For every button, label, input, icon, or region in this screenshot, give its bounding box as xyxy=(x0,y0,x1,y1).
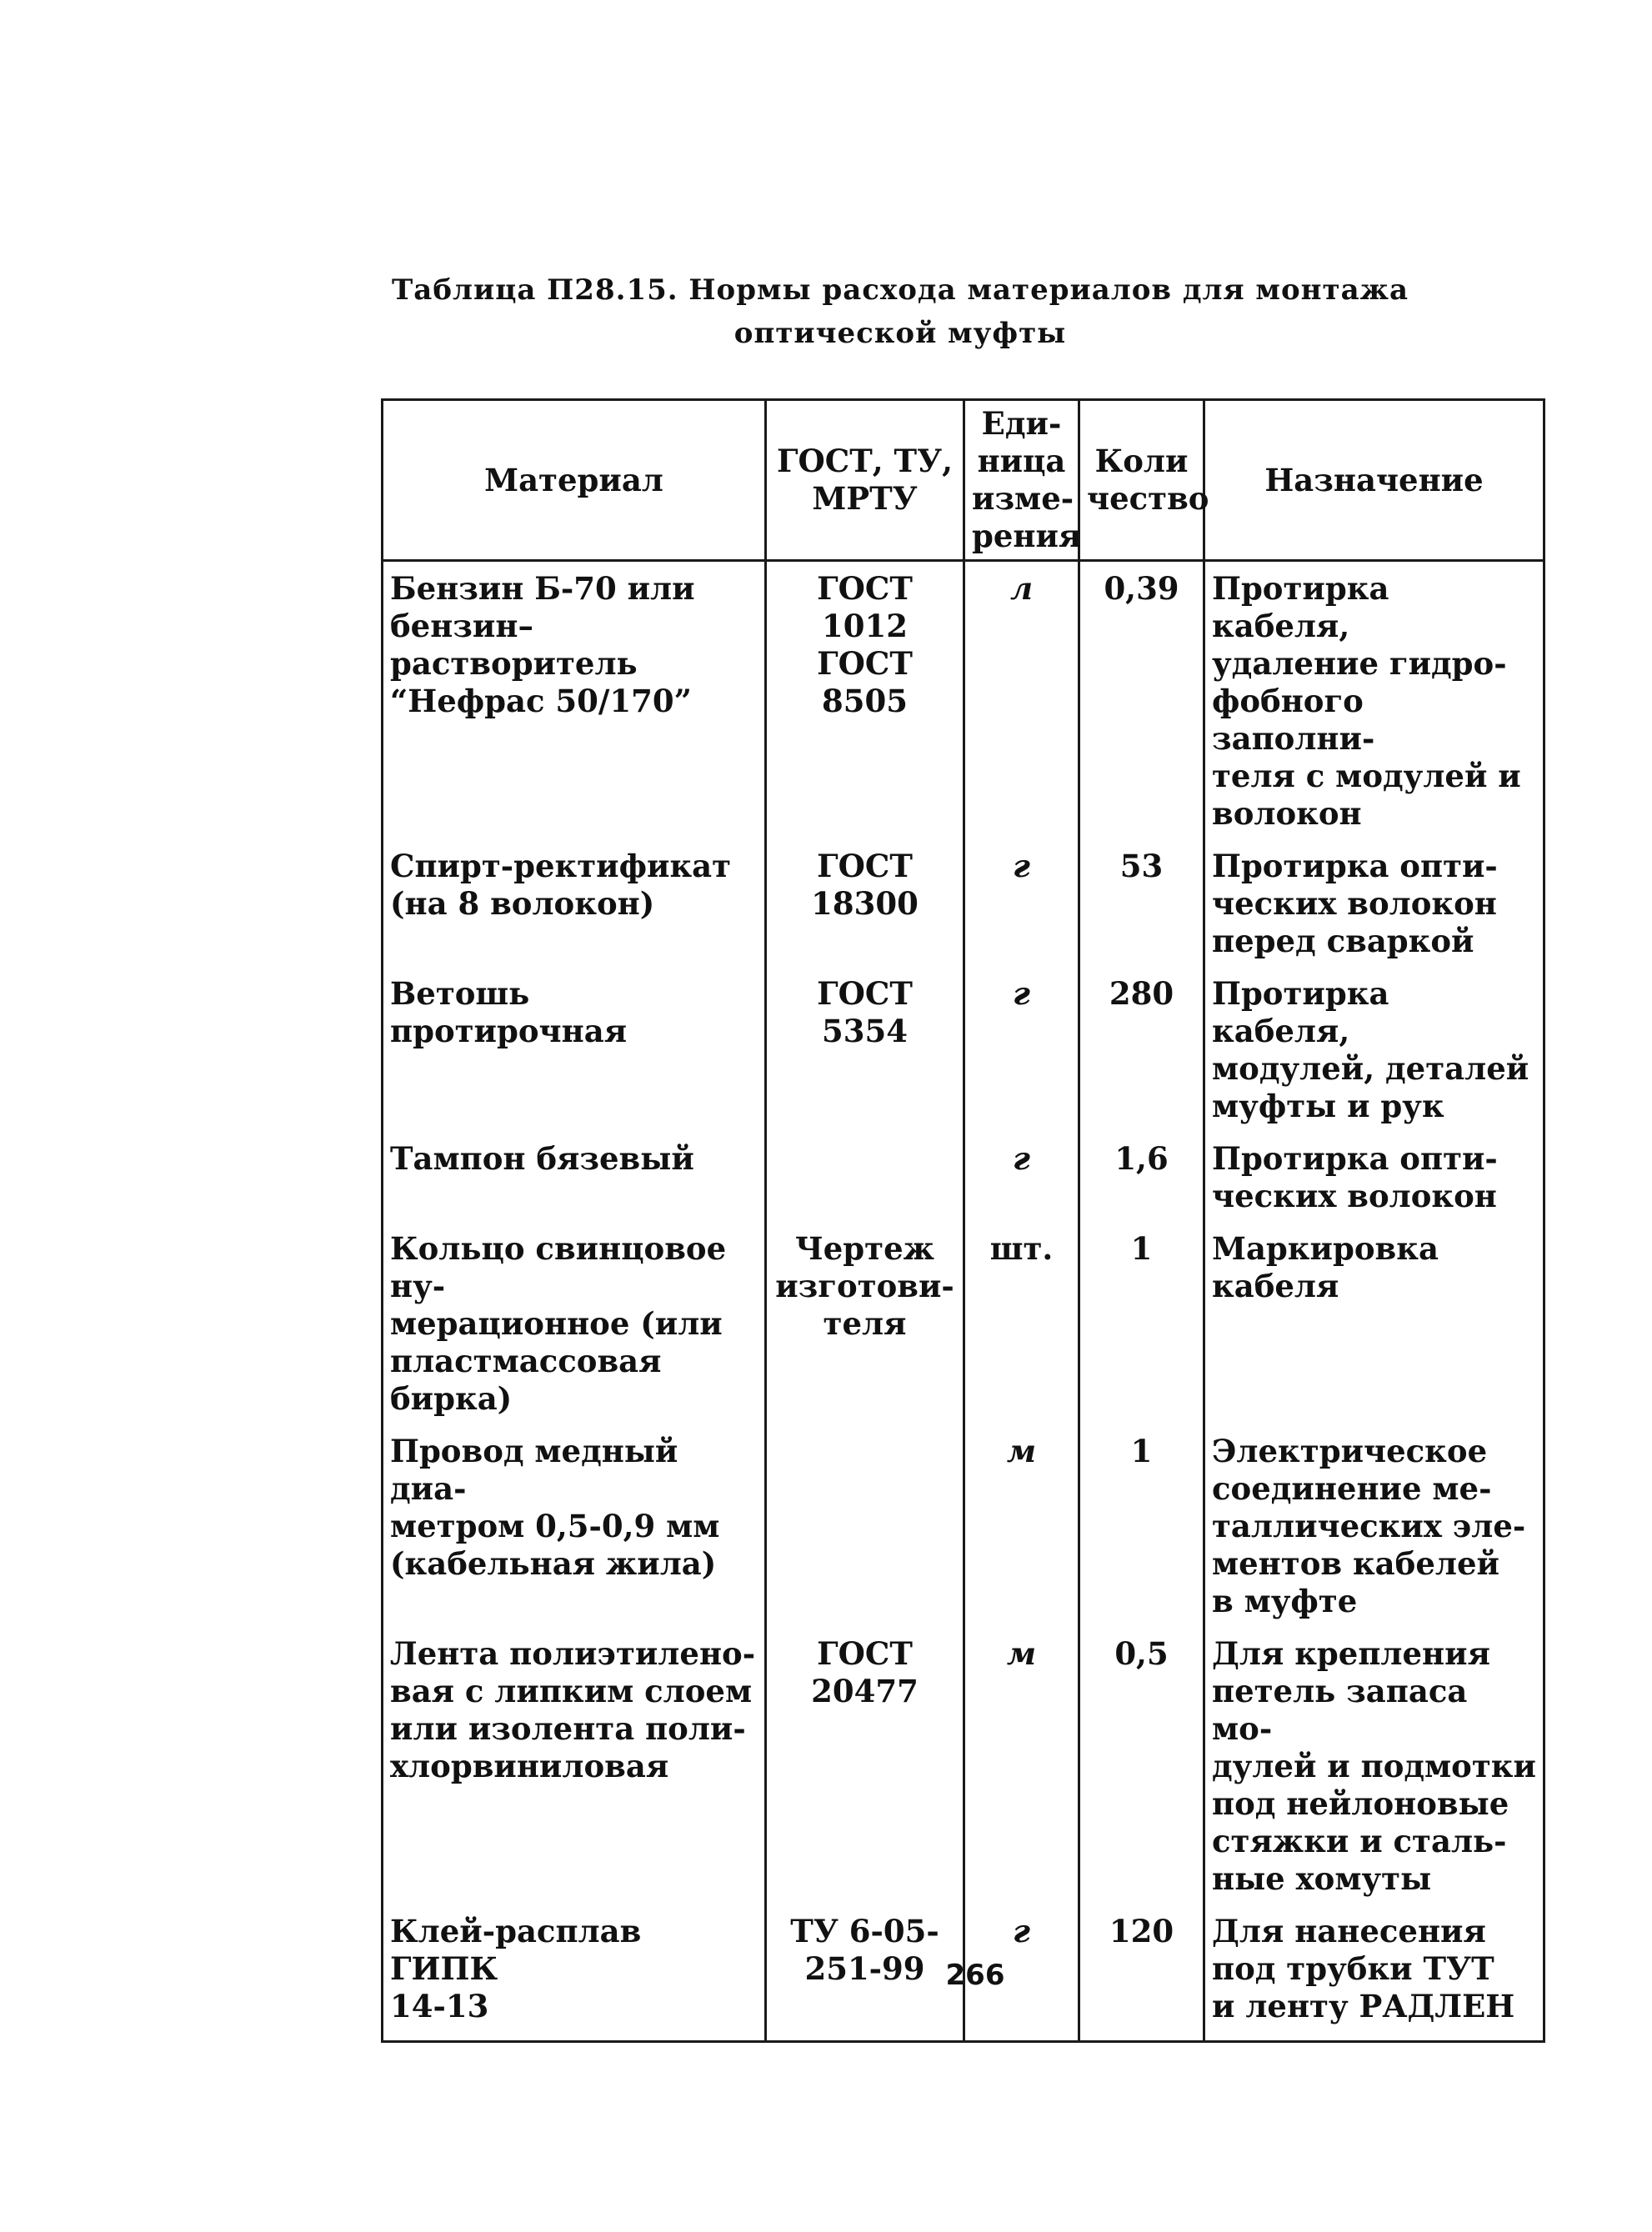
cell-purpose: Электрическое соединение ме- таллических эле- ментов кабелей в муфте xyxy=(1204,1433,1544,1635)
cell-quantity: 0,5 xyxy=(1079,1635,1204,1913)
page-number: 266 xyxy=(945,1959,1005,1992)
materials-norms-table xyxy=(381,398,1545,2043)
cell-material: Бензин Б-70 или бензин–растворитель “Нефрас 50/170” xyxy=(383,561,766,848)
cell-unit: м xyxy=(964,1433,1079,1635)
cell-material: Лента полиэтилено- вая с липким слоем или изолента поли- хлорвиниловая xyxy=(383,1635,766,1913)
cell-purpose: Протирка опти- ческих волокон xyxy=(1204,1140,1544,1230)
cell-gost: ГОСТ 1012 ГОСТ 8505 xyxy=(766,561,964,848)
cell-quantity: 280 xyxy=(1079,975,1204,1140)
table-row xyxy=(383,1140,1544,1230)
cell-material: Кольцо свинцовое ну- мерационное (или пластмассовая бирка) xyxy=(383,1230,766,1433)
cell-purpose: Для нанесения под трубки ТУТ и ленту РАДЛЕН xyxy=(1204,1913,1544,2042)
cell-material: Спирт-ректификат (на 8 волокон) xyxy=(383,848,766,975)
cell-unit: г xyxy=(964,1140,1079,1230)
cell-quantity: 1,6 xyxy=(1079,1140,1204,1230)
cell-unit: л xyxy=(964,561,1079,848)
cell-quantity: 0,39 xyxy=(1079,561,1204,848)
cell-material: Тампон бязевый xyxy=(383,1140,766,1230)
header-unit: Еди- ница изме- рения xyxy=(964,400,1079,561)
cell-unit: г xyxy=(964,975,1079,1140)
table-caption xyxy=(358,268,1442,355)
cell-quantity: 1 xyxy=(1079,1433,1204,1635)
cell-gost: ГОСТ 20477 xyxy=(766,1635,964,1913)
cell-unit: г xyxy=(964,848,1079,975)
cell-unit: шт. xyxy=(964,1230,1079,1433)
header-material: Материал xyxy=(383,400,766,561)
cell-quantity: 120 xyxy=(1079,1913,1204,2042)
caption-line-1: Таблица П28.15. Нормы расхода материалов для монтажа xyxy=(392,273,1409,307)
cell-gost: Чертеж изготови- теля xyxy=(766,1230,964,1433)
cell-gost: ТУ 6-05- 251-99 xyxy=(766,1913,964,2042)
cell-gost xyxy=(766,1140,964,1230)
header-purpose: Назначение xyxy=(1204,400,1544,561)
cell-purpose: Протирка опти- ческих волокон перед сваркой xyxy=(1204,848,1544,975)
table-row xyxy=(383,1635,1544,1913)
cell-gost: ГОСТ 18300 xyxy=(766,848,964,975)
cell-gost xyxy=(766,1433,964,1635)
header-gost: ГОСТ, ТУ, МРТУ xyxy=(766,400,964,561)
table-row xyxy=(383,848,1544,975)
cell-purpose: Для крепления петель запаса мо- дулей и подмотки под нейлоновые стяжки и сталь- ные хомуты xyxy=(1204,1635,1544,1913)
table-row xyxy=(383,1433,1544,1635)
table-row xyxy=(383,1230,1544,1433)
cell-material: Клей-расплав ГИПК 14-13 xyxy=(383,1913,766,2042)
cell-purpose: Протирка кабеля, удаление гидро- фобного заполни- теля с модулей и волокон xyxy=(1204,561,1544,848)
header-row xyxy=(383,400,1544,561)
cell-gost: ГОСТ 5354 xyxy=(766,975,964,1140)
cell-material: Провод медный диа- метром 0,5-0,9 мм (кабельная жила) xyxy=(383,1433,766,1635)
table-row xyxy=(383,975,1544,1140)
cell-purpose: Маркировка кабеля xyxy=(1204,1230,1544,1433)
cell-purpose: Протирка кабеля, модулей, деталей муфты и рук xyxy=(1204,975,1544,1140)
cell-quantity: 53 xyxy=(1079,848,1204,975)
cell-material: Ветошь протирочная xyxy=(383,975,766,1140)
caption-line-2: оптической муфты xyxy=(733,317,1067,350)
header-quantity: Коли чество xyxy=(1079,400,1204,561)
cell-unit: г xyxy=(964,1913,1079,2042)
table-row xyxy=(383,561,1544,848)
cell-quantity: 1 xyxy=(1079,1230,1204,1433)
cell-unit: м xyxy=(964,1635,1079,1913)
